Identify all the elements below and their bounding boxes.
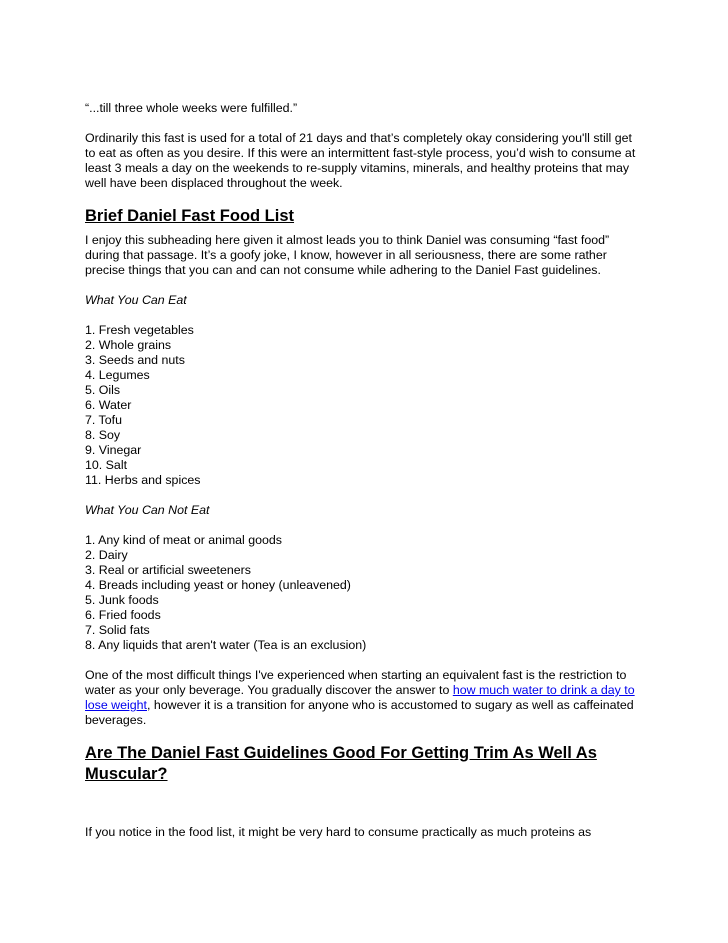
water-paragraph-text: One of the most difficult things I've experienced when starting an equivalent fast is the restriction to water as your only beverage. You gradually discover the answer to (85, 668, 627, 697)
cannot-eat-subheading: What You Can Not Eat (85, 503, 210, 517)
guidelines-heading: Are The Daniel Fast Guidelines Good For Getting Trim As Well As Muscular? (85, 744, 597, 783)
quote-text: “...till three whole weeks were fulfilled.” (85, 101, 298, 115)
water-weight-loss-link[interactable]: how much water to drink a day to lose weight (85, 683, 635, 712)
list-item: 7. Tofu (85, 413, 122, 427)
document-page (85, 101, 645, 840)
list-item: 6. Fried foods (85, 608, 161, 622)
food-list-heading: Brief Daniel Fast Food List (85, 207, 295, 225)
list-item: 4. Breads including yeast or honey (unleavened) (85, 578, 351, 592)
intro-paragraph: Ordinarily this fast is used for a total of 21 days and that’s completely okay considering you'll still get to eat as often as you desire. If this were an intermittent fast-style process, you’d wish to consume at least 3 meals a day on the weekends to re-supply vitamins, minerals, and healthy proteins that may well have been displaced throughout the week. (85, 131, 636, 190)
list-item: 8. Any liquids that aren't water (Tea is an exclusion) (85, 638, 367, 652)
water-paragraph (85, 668, 645, 728)
can-eat-list (85, 323, 645, 488)
guidelines-paragraph: If you notice in the food list, it might be very hard to consume practically as much proteins as (85, 825, 592, 839)
can-eat-subheading: What You Can Eat (85, 293, 187, 307)
list-item: 3. Real or artificial sweeteners (85, 563, 251, 577)
list-item: 2. Whole grains (85, 338, 172, 352)
list-item: 4. Legumes (85, 368, 150, 382)
list-item: 6. Water (85, 398, 132, 412)
list-item: 11. Herbs and spices (85, 473, 201, 487)
list-item: 1. Fresh vegetables (85, 323, 194, 337)
cannot-eat-list (85, 533, 645, 653)
list-item: 9. Vinegar (85, 443, 142, 457)
list-item: 10. Salt (85, 458, 128, 472)
water-paragraph-text-end: , however it is a transition for anyone who is accustomed to sugary as well as caffeinated beverages. (85, 698, 634, 727)
list-item: 5. Junk foods (85, 593, 159, 607)
list-item: 5. Oils (85, 383, 121, 397)
food-list-intro: I enjoy this subheading here given it almost leads you to think Daniel was consuming “fast food” during that passage. It’s a goofy joke, I know, however in all seriousness, there are some rather precise things that you can and can not consume while adhering to the Daniel Fast guidelines. (85, 233, 610, 277)
list-item: 2. Dairy (85, 548, 128, 562)
list-item: 7. Solid fats (85, 623, 150, 637)
list-item: 8. Soy (85, 428, 121, 442)
list-item: 1. Any kind of meat or animal goods (85, 533, 282, 547)
list-item: 3. Seeds and nuts (85, 353, 185, 367)
